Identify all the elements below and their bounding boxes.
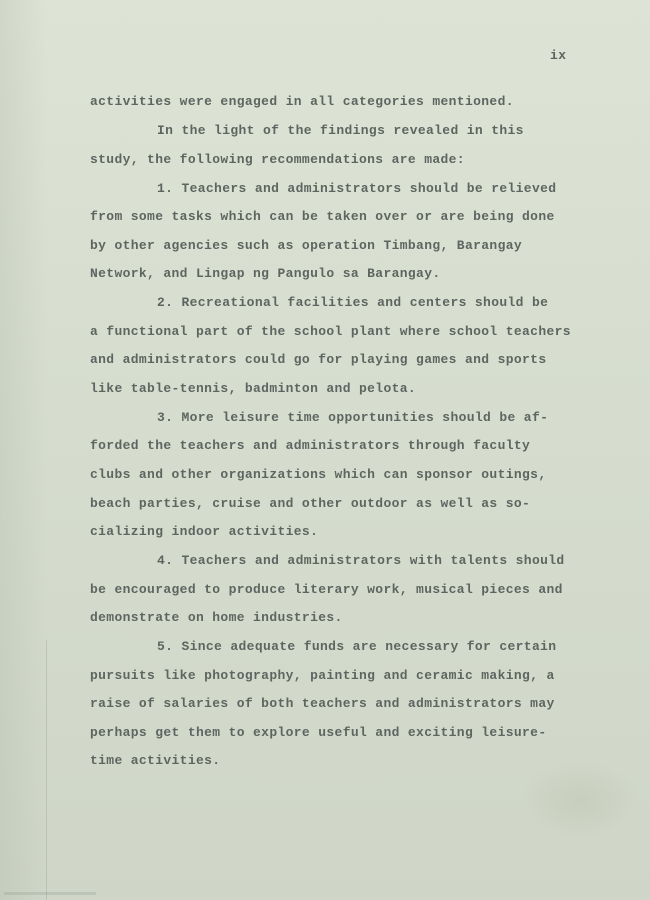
text-line: raise of salaries of both teachers and administrators may [90, 696, 555, 711]
text-line: by other agencies such as operation Timbang, Barangay [90, 238, 523, 253]
text-line: 4. Teachers and administrators with talents should [157, 553, 565, 568]
text-line: like table-tennis, badminton and pelota. [90, 381, 417, 396]
text-line: In the light of the findings revealed in this [157, 123, 524, 138]
page-number: ix [550, 48, 567, 63]
text-line: 5. Since adequate funds are necessary for certain [157, 639, 557, 654]
text-line: a functional part of the school plant where school teachers [90, 324, 571, 339]
text-line: clubs and other organizations which can sponsor outings, [90, 467, 547, 482]
text-line: Network, and Lingap ng Pangulo sa Barangay. [90, 266, 441, 281]
text-line: perhaps get them to explore useful and exciting leisure- [90, 725, 547, 740]
text-line: time activities. [90, 753, 221, 768]
paper-shadow-edge [0, 0, 48, 900]
text-line: forded the teachers and administrators through faculty [90, 438, 531, 453]
text-line: pursuits like photography, painting and ceramic making, a [90, 668, 555, 683]
footer-scan-mark [4, 892, 96, 895]
text-line: study, the following recommendations are made: [90, 152, 465, 167]
text-line: from some tasks which can be taken over or are being done [90, 209, 555, 224]
text-line: 2. Recreational facilities and centers should be [157, 295, 549, 310]
text-line: 1. Teachers and administrators should be relieved [157, 181, 557, 196]
paper-fold-line [46, 640, 47, 900]
text-line: activities were engaged in all categories mentioned. [90, 94, 514, 109]
paper-stain [520, 760, 640, 840]
text-line: cializing indoor activities. [90, 524, 319, 539]
text-line: and administrators could go for playing games and sports [90, 352, 547, 367]
text-line: beach parties, cruise and other outdoor as well as so- [90, 496, 531, 511]
text-line: 3. More leisure time opportunities should be af- [157, 410, 549, 425]
text-line: demonstrate on home industries. [90, 610, 343, 625]
text-line: be encouraged to produce literary work, musical pieces and [90, 582, 563, 597]
